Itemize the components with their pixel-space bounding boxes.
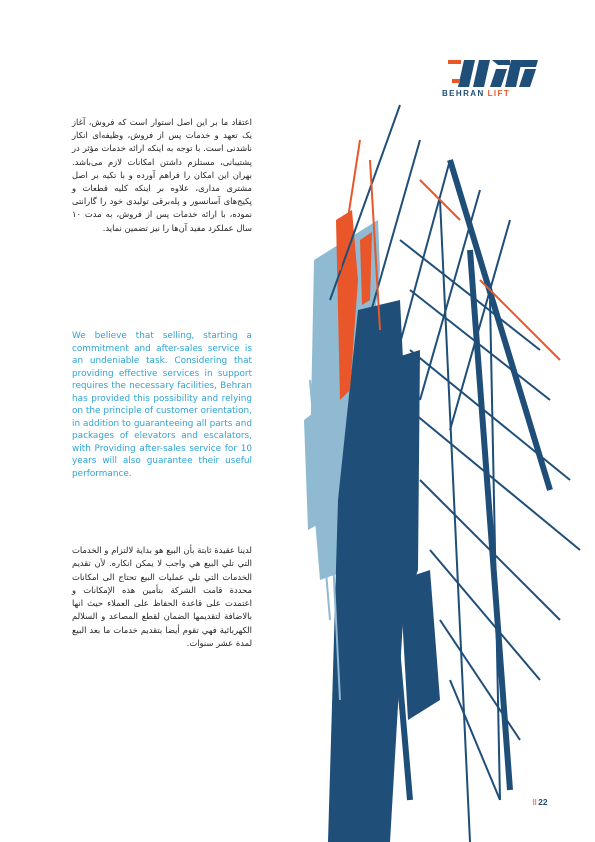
english-paragraph: We believe that selling, starting a commitment and after-sales service is an undeniable task. Considering that providing effective services in support requires the necessary facilities, Behran has provided this possibility and relying on the principle of customer orientation, in addition to guaranteeing all parts and packages of elevators and escalators, with Providing after-sales service for 10 years will also guarantee their useful performance. [72, 331, 252, 479]
dots-icon: ⠿ [532, 800, 537, 807]
page-number [532, 797, 548, 807]
brand-wordmark [442, 89, 542, 98]
persian-paragraph: اعتقاد ما بر این اصل استوار است که فروش، آغاز یک تعهد و خدمات پس از فروش، وظیفه‌ای انکار ناشدنی است. با توجه به اینکه ارائه خدمات مؤثر در پشتیبانی، مستلزم داشتن امکانات لازم می‌باشد. بهران این امکان را فراهم آورده و با تکیه بر اصل مشتری مداری، علاوه بر اینکه کلیه قطعات و پکیج‌های آسانسور و پله‌برقی تولیدی خود را گارانتی نموده، با ارائه خدمات پس از فروش، به مدت ۱۰ سال عملکرد مفید آن‌ها را نیز تضمین نماید. [72, 117, 252, 233]
page-number-value: 22 [538, 797, 548, 807]
brand-name-accent: LIFT [487, 89, 511, 98]
arabic-paragraph: لدينا عقيدة ثابتة بأن البيع هو بداية لالتزام و الخدمات التي تلي البيع هي واجب لا يمكن انكاره. لأن تقديم الخدمات التي تلي عمليات البيع تحتاج الى امكانات محددة قامت الشركة بتأمين هذه الإمكانات و اعتمدت على قاعدة الحفاظ على العملاء حيث انها بالاضافة لتقديمها الضمان لقطع المصاعد و السلالم الكهربائية فهي تقوم أيضا بتقديم خدمات ما بعد البيع لمدة عشر سنوات. [72, 545, 252, 649]
brand-logo [442, 57, 542, 99]
brand-name-primary: BEHRAN [442, 89, 485, 98]
building-perspective-illustration [300, 100, 590, 842]
behran-lift-logo-icon [444, 57, 540, 87]
